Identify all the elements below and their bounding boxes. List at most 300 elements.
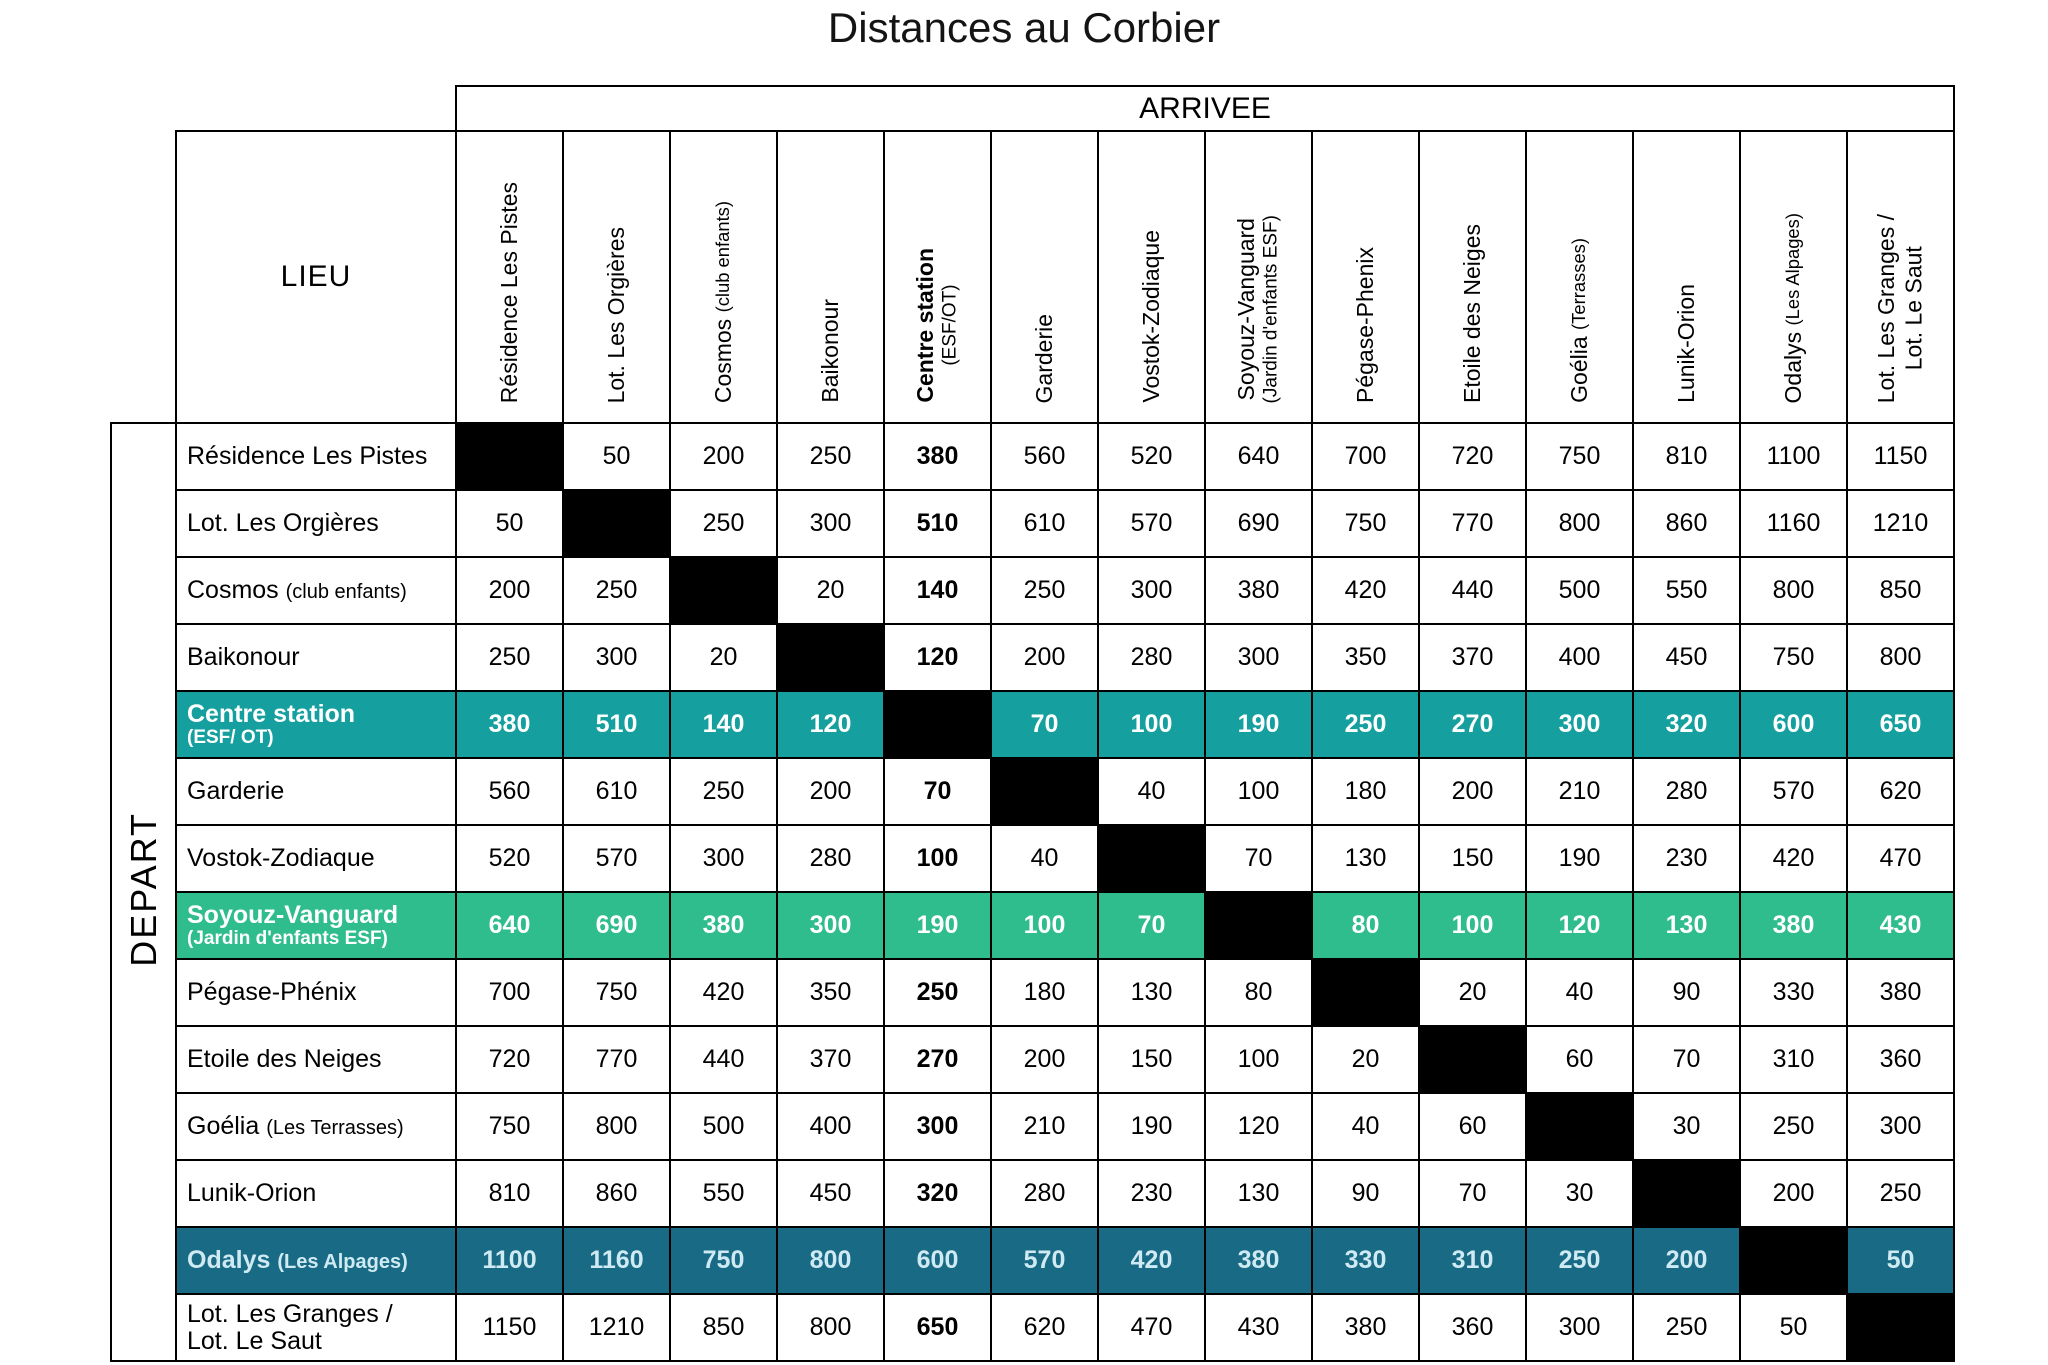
distance-cell: 200 [991,1026,1098,1093]
label-line: Soyouz-Vanguard [1233,217,1260,400]
label-line: Résidence Les Pistes [495,181,522,403]
distance-cell: 200 [456,557,563,624]
distance-cell: 850 [670,1294,777,1361]
distance-cell: 310 [1419,1227,1526,1294]
distance-cell: 150 [1098,1026,1205,1093]
label-line: Lot. Le Saut [1900,246,1927,371]
distance-cell: 300 [670,825,777,892]
distance-cell: 690 [563,892,670,959]
distance-cell: 560 [991,423,1098,490]
distance-cell: 80 [1312,892,1419,959]
distance-cell: 380 [456,691,563,758]
distance-cell: 30 [1526,1160,1633,1227]
distance-cell: 570 [1098,490,1205,557]
label-line: (ESF/OT) [939,285,961,367]
label-line: Baikonour [187,643,300,671]
distance-cell: 360 [1419,1294,1526,1361]
distance-cell: 370 [1419,624,1526,691]
distance-cell: 800 [563,1093,670,1160]
distance-cell: 1160 [1740,490,1847,557]
column-header-label [1566,238,1594,403]
distance-cell: 860 [1633,490,1740,557]
distance-cell: 750 [456,1093,563,1160]
distance-cell: 100 [1205,1026,1312,1093]
distance-cell: 420 [1098,1227,1205,1294]
distance-cell: 100 [1205,758,1312,825]
distance-cell: 430 [1205,1294,1312,1361]
distance-cell: 700 [1312,423,1419,490]
distance-cell: 200 [777,758,884,825]
label-line: Pégase-Phenix [1351,247,1378,403]
distance-cell: 610 [563,758,670,825]
distance-cell: 510 [884,490,991,557]
distance-cell: 470 [1847,825,1954,892]
distance-cell: 120 [1526,892,1633,959]
column-header-row [111,131,1954,423]
label-parenthetical: (club enfants) [711,200,733,313]
distance-cell: 770 [563,1026,670,1093]
label-line: Goélia (Les Terrasses) [187,1112,404,1140]
label-parenthetical: (club enfants) [285,581,407,603]
distance-cell: 270 [1419,691,1526,758]
distance-cell: 190 [1526,825,1633,892]
distance-cell: 350 [1312,624,1419,691]
distance-cell: 1100 [1740,423,1847,490]
distance-cell: 800 [1847,624,1954,691]
distance-cell: 370 [777,1026,884,1093]
distance-cell: 350 [777,959,884,1026]
label-line: Pégase-Phénix [187,978,357,1006]
distance-cell: 600 [884,1227,991,1294]
distance-cell: 80 [1205,959,1312,1026]
label-line: Résidence Les Pistes [187,442,428,470]
distance-cell: 300 [1526,1294,1633,1361]
table-row [111,691,1954,758]
column-header [563,131,670,423]
distance-cell: 250 [1312,691,1419,758]
distance-table [110,85,1955,1362]
left-spacer [111,131,176,423]
distance-cell: 300 [777,490,884,557]
label-line: Goélia (Terrasses) [1565,238,1592,403]
distance-cell: 750 [1312,490,1419,557]
distance-cell: 450 [777,1160,884,1227]
column-header [1633,131,1740,423]
label-line: Odalys (Les Alpages) [187,1246,408,1274]
row-label [176,423,456,490]
label-line: Lot. Le Saut [187,1326,322,1355]
column-header [777,131,884,423]
distance-cell: 140 [670,691,777,758]
distance-cell: 400 [1526,624,1633,691]
column-header-label [1233,215,1283,403]
table-row [111,959,1954,1026]
distance-cell: 310 [1740,1026,1847,1093]
depart-label: DEPART [122,812,164,967]
distance-cell: 720 [456,1026,563,1093]
distance-cell: 420 [670,959,777,1026]
row-label [176,624,456,691]
distance-cell: 200 [1633,1227,1740,1294]
table-row [111,1093,1954,1160]
distance-cell: 190 [1098,1093,1205,1160]
row-label [176,825,456,892]
distance-cell: 620 [991,1294,1098,1361]
distance-cell: 420 [1312,557,1419,624]
column-header-label [1673,284,1701,403]
top-left-spacer [111,86,456,131]
table-row [111,624,1954,691]
distance-cell: 860 [563,1160,670,1227]
column-header [1526,131,1633,423]
distance-cell: 330 [1312,1227,1419,1294]
row-label [176,1026,456,1093]
distance-cell: 250 [991,557,1098,624]
distance-cell: 570 [563,825,670,892]
column-header-label [912,248,962,403]
distance-cell: 100 [991,892,1098,959]
column-header-label [1031,314,1059,403]
distance-cell: 400 [777,1093,884,1160]
distance-cell: 40 [991,825,1098,892]
distance-cell: 620 [1847,758,1954,825]
label-line: Lunik-Orion [187,1179,317,1207]
distance-cell: 250 [1633,1294,1740,1361]
distance-cell: 300 [1526,691,1633,758]
label-line: Cosmos (club enfants) [709,200,736,403]
distance-cell: 690 [1205,490,1312,557]
column-header [884,131,991,423]
column-header-label [603,227,631,403]
column-header [1205,131,1312,423]
label-parenthetical: (Les Terrasses) [266,1117,404,1139]
distance-cell: 50 [563,423,670,490]
distance-cell: 200 [991,624,1098,691]
column-header-label [710,201,738,403]
row-label [176,1227,456,1294]
label-line: Vostok-Zodiaque [187,844,375,872]
distance-cell: 510 [563,691,670,758]
label-parenthetical: (Terrasses) [1567,238,1589,331]
table-row [111,758,1954,825]
distance-cell: 750 [563,959,670,1026]
distance-cell: 60 [1419,1093,1526,1160]
row-label [176,490,456,557]
table-row [111,490,1954,557]
diagonal-cell [456,423,563,490]
label-line: Etoile des Neiges [1458,224,1485,403]
distance-cell: 250 [1740,1093,1847,1160]
row-label [176,1160,456,1227]
distance-cell: 20 [777,557,884,624]
column-header [991,131,1098,423]
label-line: Etoile des Neiges [187,1045,382,1073]
column-header [1847,131,1954,423]
distance-cell: 190 [1205,691,1312,758]
row-label [176,892,456,959]
distance-cell: 60 [1526,1026,1633,1093]
arrivee-row [111,86,1954,131]
distance-cell: 120 [884,624,991,691]
label-line: (ESF/ OT) [187,726,274,748]
distance-cell: 570 [1740,758,1847,825]
distance-cell: 250 [670,490,777,557]
distance-cell: 770 [1419,490,1526,557]
table-row [111,1160,1954,1227]
label-parenthetical: (Les Alpages) [277,1251,408,1273]
row-label [176,557,456,624]
distance-cell: 810 [1633,423,1740,490]
distance-cell: 380 [670,892,777,959]
distance-cell: 40 [1526,959,1633,1026]
distance-cell: 200 [1419,758,1526,825]
label-line: Odalys (Les Alpages) [1779,212,1806,403]
column-header [1098,131,1205,423]
diagonal-cell [1419,1026,1526,1093]
depart-header [111,423,176,1361]
column-header-label [1459,224,1487,403]
distance-cell: 800 [777,1227,884,1294]
row-label [176,758,456,825]
distance-cell: 470 [1098,1294,1205,1361]
distance-cell: 520 [1098,423,1205,490]
distance-cell: 230 [1633,825,1740,892]
distance-cell: 130 [1312,825,1419,892]
distance-cell: 640 [456,892,563,959]
distance-cell: 720 [1419,423,1526,490]
distance-cell: 650 [884,1294,991,1361]
distance-cell: 1150 [1847,423,1954,490]
distance-cell: 500 [1526,557,1633,624]
distance-cell: 280 [777,825,884,892]
distance-cell: 560 [456,758,563,825]
label-line: Cosmos (club enfants) [187,576,407,604]
distance-cell: 50 [1847,1227,1954,1294]
distance-cell: 800 [1740,557,1847,624]
column-header-label [1352,247,1380,403]
lieu-header: LIEU [176,131,456,423]
row-label [176,959,456,1026]
distance-cell: 40 [1312,1093,1419,1160]
distance-cell: 380 [1740,892,1847,959]
distance-cell: 180 [1312,758,1419,825]
distance-cell: 200 [1740,1160,1847,1227]
table-row [111,557,1954,624]
distance-cell: 1160 [563,1227,670,1294]
distance-cell: 20 [1419,959,1526,1026]
label-parenthetical: (Les Alpages) [1781,212,1803,326]
distance-cell: 330 [1740,959,1847,1026]
distance-cell: 750 [1740,624,1847,691]
distance-cell: 250 [456,624,563,691]
table-row [111,1026,1954,1093]
distance-cell: 120 [1205,1093,1312,1160]
distance-cell: 380 [1205,557,1312,624]
diagonal-cell [777,624,884,691]
arrivee-header: ARRIVEE [456,86,1954,131]
distance-cell: 130 [1205,1160,1312,1227]
distance-cell: 1210 [1847,490,1954,557]
diagonal-cell [884,691,991,758]
table-row [111,825,1954,892]
distance-cell: 380 [1312,1294,1419,1361]
distance-cell: 130 [1633,892,1740,959]
distance-cell: 210 [1526,758,1633,825]
distance-cell: 570 [991,1227,1098,1294]
distance-cell: 280 [1633,758,1740,825]
distance-cell: 640 [1205,423,1312,490]
distance-cell: 230 [1098,1160,1205,1227]
table-row [111,423,1954,490]
label-line: Soyouz-Vanguard [187,900,399,929]
distance-cell: 190 [884,892,991,959]
distance-cell: 270 [884,1026,991,1093]
column-header-label [1780,213,1808,403]
distance-cell: 70 [884,758,991,825]
distance-cell: 700 [456,959,563,1026]
distance-cell: 420 [1740,825,1847,892]
diagonal-cell [1312,959,1419,1026]
label-line: Lot. Les Orgières [187,509,379,537]
column-header [1312,131,1419,423]
label-line: Centre station [187,699,356,728]
distance-cell: 70 [1205,825,1312,892]
label-line: Vostok-Zodiaque [1137,230,1164,403]
distance-cell: 50 [1740,1294,1847,1361]
row-label [176,1294,456,1361]
distance-cell: 380 [1205,1227,1312,1294]
label-line: Baikonour [816,299,843,403]
distance-cell: 810 [456,1160,563,1227]
distance-cell: 300 [1205,624,1312,691]
distance-cell: 250 [1526,1227,1633,1294]
distance-cell: 300 [563,624,670,691]
distance-cell: 850 [1847,557,1954,624]
diagonal-cell [670,557,777,624]
distance-cell: 380 [884,423,991,490]
label-line: Garderie [187,777,285,805]
table-body [111,423,1954,1361]
distance-cell: 70 [1098,892,1205,959]
distance-cell: 100 [1419,892,1526,959]
diagonal-cell [563,490,670,557]
diagonal-cell [1205,892,1312,959]
distance-cell: 360 [1847,1026,1954,1093]
column-header-label [496,182,524,403]
diagonal-cell [1526,1093,1633,1160]
distance-cell: 200 [670,423,777,490]
distance-cell: 750 [670,1227,777,1294]
distance-cell: 100 [1098,691,1205,758]
distance-cell: 280 [1098,624,1205,691]
diagonal-cell [1847,1294,1954,1361]
distance-cell: 30 [1633,1093,1740,1160]
distance-cell: 140 [884,557,991,624]
distance-cell: 440 [670,1026,777,1093]
distance-cell: 300 [1098,557,1205,624]
distance-cell: 150 [1419,825,1526,892]
distance-cell: 20 [670,624,777,691]
column-header [456,131,563,423]
distance-cell: 1100 [456,1227,563,1294]
distance-cell: 320 [884,1160,991,1227]
distance-cell: 130 [1098,959,1205,1026]
distance-cell: 250 [884,959,991,1026]
column-header [670,131,777,423]
distance-cell: 1150 [456,1294,563,1361]
diagonal-cell [1740,1227,1847,1294]
distance-cell: 120 [777,691,884,758]
column-header-label [1138,230,1166,403]
diagonal-cell [1098,825,1205,892]
distance-cell: 300 [777,892,884,959]
distance-cell: 100 [884,825,991,892]
distance-cell: 250 [777,423,884,490]
distance-cell: 650 [1847,691,1954,758]
distance-cell: 430 [1847,892,1954,959]
distance-cell: 70 [991,691,1098,758]
distance-cell: 520 [456,825,563,892]
distance-cell: 250 [563,557,670,624]
label-line: Garderie [1030,313,1057,403]
distance-cell: 40 [1098,758,1205,825]
label-line: Lot. Les Granges / [187,1299,393,1328]
distance-cell: 550 [1633,557,1740,624]
distance-cell: 70 [1419,1160,1526,1227]
column-header [1419,131,1526,423]
table-row [111,1227,1954,1294]
distance-cell: 300 [1847,1093,1954,1160]
distance-cell: 600 [1740,691,1847,758]
distance-cell: 800 [1526,490,1633,557]
distance-cell: 800 [777,1294,884,1361]
diagonal-cell [1633,1160,1740,1227]
distance-cell: 1210 [563,1294,670,1361]
distance-cell: 320 [1633,691,1740,758]
distance-cell: 750 [1526,423,1633,490]
label-line: Lunik-Orion [1672,284,1699,403]
row-label [176,1093,456,1160]
column-header-label [817,299,845,403]
distance-cell: 50 [456,490,563,557]
label-line: (Jardin d'enfants ESF) [1260,214,1282,403]
distance-cell: 210 [991,1093,1098,1160]
distance-cell: 500 [670,1093,777,1160]
column-header-label [1873,214,1928,403]
label-line: Centre station [912,248,939,403]
distance-cell: 450 [1633,624,1740,691]
distance-cell: 440 [1419,557,1526,624]
distance-cell: 380 [1847,959,1954,1026]
table-row [111,1294,1954,1361]
distance-cell: 180 [991,959,1098,1026]
distance-cell: 70 [1633,1026,1740,1093]
column-header [1740,131,1847,423]
label-line: Lot. Les Orgières [602,226,629,403]
distance-cell: 20 [1312,1026,1419,1093]
table-row [111,892,1954,959]
distance-cell: 250 [1847,1160,1954,1227]
distance-cell: 300 [884,1093,991,1160]
page-title: Distances au Corbier [827,4,1221,51]
label-line: Lot. Les Granges / [1872,213,1899,403]
distance-cell: 280 [991,1160,1098,1227]
distance-cell: 90 [1312,1160,1419,1227]
distance-cell: 550 [670,1160,777,1227]
label-line: (Jardin d'enfants ESF) [187,927,388,949]
distance-cell: 250 [670,758,777,825]
diagonal-cell [991,758,1098,825]
